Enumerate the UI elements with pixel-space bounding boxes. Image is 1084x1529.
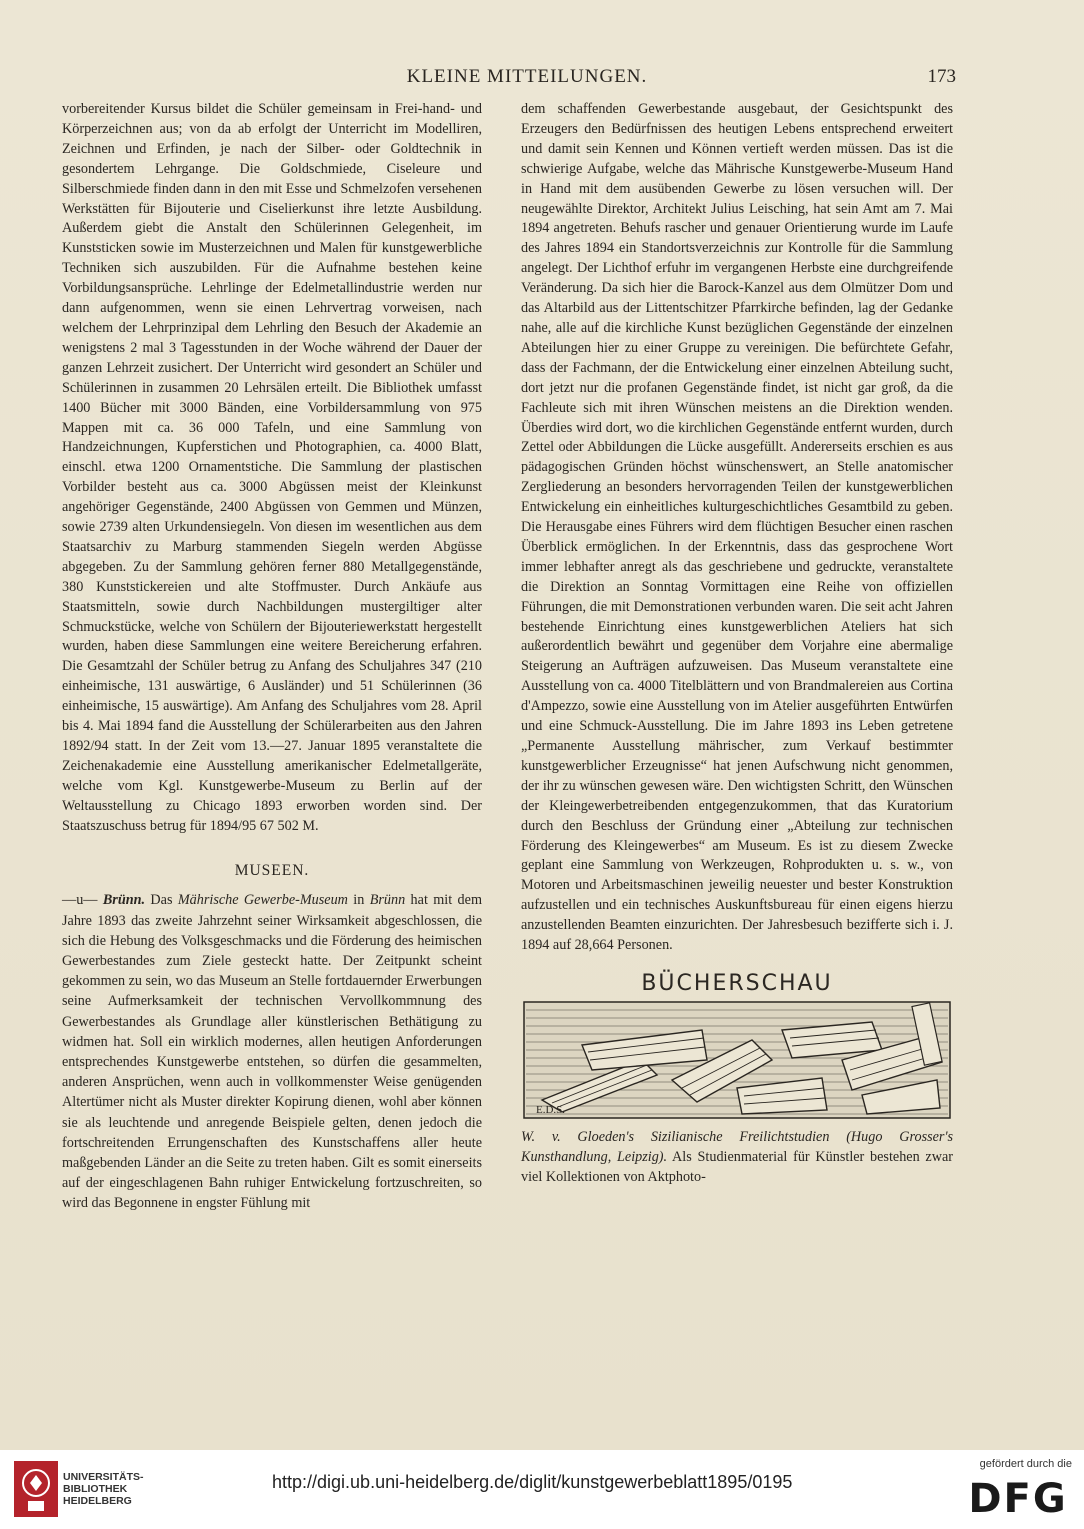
dfg-logo-icon (966, 1476, 1070, 1518)
sponsor-caption: gefördert durch die (979, 1458, 1072, 1470)
library-name-line: HEIDELBERG (63, 1495, 132, 1507)
review-title: W. v. Gloeden's Sizilianische Freilichtstudien (Hugo Grosser's Kunsthandlung, Leipzig). (521, 1128, 953, 1165)
section-heading-museen: MUSEEN. (234, 861, 310, 879)
text-fragment: hat mit dem Jahre 1893 das zweite Jahrzehnt seiner Wirksamkeit abgeschlossen, die sich die Hebung des Volksgeschmacks und die Förderung des heimischen Gewerbestandes zum Ziele gesteckt hatte. Der Zeitpunkt scheint gekommen zu sein, wo das Museum an Stelle fortdauernder Erwerbungen seine Aufmerksamkeit der technischen Vervollkommnung des Gewerbestandes als Grundlage aller künstlerischen Bethätigung zu widmen hat. Soll ein wirklich modernes, allen heutigen Anforderungen entsprechendes Kunstgewerbe entstehen, so dürfen die gesammelten, anderen Ansprüchen, wenn auch in vollkommenster Weise genügenden Altertümer nicht als Muster direkter Kopirung dienen, wohl aber können sie als leuchtende und anregende Beispiele gelten, denen jedoch die fortschreitenden Errungenschaften des Kunstschaffens aller heute maßgebenden Länder an die Seite zu treten haben. Gilt es somit einerseits auf der eingeschlagenen Bahn ruhiger Entwickelung fortzuschreiten, so wird das Begonnene in engster Fühlung mit (62, 892, 482, 1212)
author-mark: —u— (62, 892, 103, 909)
right-column (521, 100, 953, 1188)
library-name-line: UNIVERSITÄTS- (63, 1471, 144, 1483)
review-text: Als Studienmaterial für Künstler bestehen zwar viel Kollektionen von Aktphoto- (521, 1148, 954, 1185)
text-fragment: in (347, 892, 370, 909)
library-name (63, 1471, 144, 1507)
city-name: Brünn (369, 892, 406, 909)
library-name-line: BIBLIOTHEK (63, 1483, 128, 1495)
banner-signature: E.D.S. (536, 1103, 566, 1116)
page-number: 173 (927, 66, 956, 87)
dfg-logo-text: DFG (968, 1476, 1068, 1518)
buecherschau-banner (522, 970, 952, 1120)
banner-title: BÜCHERSCHAU (641, 970, 833, 996)
city-run-in: Brünn. (102, 892, 146, 909)
running-title: KLEINE MITTEILUNGEN. (406, 66, 648, 87)
books-illustration (522, 1000, 952, 1120)
university-seal-icon (14, 1461, 58, 1517)
left-column (62, 100, 482, 1214)
book-review-paragraph (521, 1128, 953, 1188)
museum-name: Mährische Gewerbe-Museum (177, 892, 348, 909)
permalink[interactable]: http://digi.ub.uni-heidelberg.de/diglit/kunstgewerbeblatt1895/0195 (272, 1472, 793, 1492)
text-fragment: Das (145, 892, 178, 909)
digitization-footer (0, 1450, 1084, 1529)
body-paragraph-bruenn (62, 890, 482, 1213)
running-head (62, 66, 956, 92)
body-paragraph-academy: vorbereitender Kursus bildet die Schüler gemeinsam in Frei-hand- und Körperzeichnen aus; von da ab erfolgt der Unterricht im Modelliren, Zeichnen und Erfinden, je nach der Silber- oder Goldtechnik in gesondertem Lehrgange. Die Goldschmiede, Ciseleure und Silberschmiede finden dann in den mit Esse und Schmelzofen versehenen Werkstätten für Bijouterie und Ciselierkunst ihre letzte Ausbildung. Außerdem giebt die Anstalt den Schülerinnen Gelegenheit, im Kunststicken sowie im Musterzeichnen und Malen für kunstgewerbliche Techniken sich auszubilden. Für die Aufnahme bestehen keine Vorbildungsansprüche. Lehrlinge der Edelmetallindustrie werden nur dann aufgenommen, wenn sie einen Lehrvertrag vorweisen, nach welchem der Lehrprinzipal dem Lehrling den Besuch der Akademie an wenigstens 2 mal 3 Tagesstunden in der Woche während der Dauer der ganzen Lehrzeit zusichert. Der Unterricht wird gesondert an Schüler und Schülerinnen in zusammen 20 Lehrsälen erteilt. Die Bibliothek umfasst 1400 Bücher mit 3000 Bänden, eine Vorbildersammlung von 975 Mappen mit ca. 36 000 Tafeln, und eine Sammlung von Handzeichnungen, Kupferstichen und Photographien, ca. 4000 Blatt, einschl. etwa 1200 Ornamentstiche. Die Sammlung der plastischen Vorbilder besteht aus ca. 3000 Abgüssen meist der Kleinkunst angehöriger Gegenstände, 2400 Abgüssen von Gemmen und Münzen, sowie 2739 alten Urkundensiegeln. Von diesen im wesentlichen aus dem Staatsarchiv zu Marburg stammenden Siegeln werden Abgüsse abgegeben. Zu der Sammlung gehören ferner 880 Metallgegenstände, 380 Kunststickereien und alte Stoffmuster. Durch Ankäufe aus Staatsmitteln, sowie durch Nachbildungen mustergiltiger alter Schmuckstücke, welche von Schülern der Bijouteriewerkstatt hergestellt wurden, haben diese Sammlungen eine weitere Bereicherung erfahren. Die Gesamtzahl der Schüler betrug zu Anfang des Schuljahres 347 (210 einheimische, 131 auswärtige, 6 Ausländer) und 51 Schülerinnen (36 einheimische, 15 auswärtige). Am Anfang des Schuljahres vom 28. April bis 4. Mai 1894 fand die Ausstellung der Schülerarbeiten aus den Jahren 1892/94 statt. In der Zeit vom 13.—27. Januar 1895 veranstaltete die Zeichenakademie eine Ausstellung amerikanischer Edelmetallgeräte, welche vom Kgl. Kunstgewerbe-Museum zu Berlin auf der Weltausstellung zu Chicago 1893 erworben worden sind. Der Staatszuschuss betrug für 1894/95 67 502 M. (62, 101, 482, 834)
body-paragraph-museum-continued: dem schaffenden Gewerbestande ausgebaut, der Gesichtspunkt des Erzeugers den Bedürfnissen des heutigen Lebens entsprechend erweitert und damit sein Kennen und Können vertieft werden müssen. Das ist die schwierige Aufgabe, welche das Mährische Kunstgewerbe-Museum Hand in Hand mit dem ausübenden Gewerbe zu lösen versuchen will. Der neugewählte Direktor, Architekt Julius Leisching, hat sein Amt am 7. Mai 1894 angetreten. Behufs rascher und genauer Orientierung wurde im Laufe des Jahres 1894 ein Standortsverzeichnis zur Kontrolle für die Sammlung angelegt. Der Lichthof erfuhr im vergangenen Herbste eine durchgreifende Veränderung. Da sich hier die Barock-Kanzel aus dem Olmützer Dom und das Altarbild aus der Littentschitzer Pfarrkirche befinden, lag der Gedanke nahe, alle auf die kirchliche Kunst bezüglichen Gegenstände der einzelnen Abteilungen hier zu einer Gruppe zu vereinigen. Die befürchtete Gefahr, dass der Fachmann, der die Entwickelung einer einzelnen Abteilung sucht, dort jetzt nur die profanen Gegenstände findet, ist nicht gar groß, da die Fachleute sich mit ihren Wünschen meistens an die Direktion wenden. Überdies wird dort, wo die kirchlichen Gegenstände entfernt wurden, durch Zettel oder Abbildungen die Lücke ausgefüllt. Andererseits erschien es aus pädagogischen Gründen höchst wünschenswert, an Stelle anatomischer Zergliederung an besonders hervorragenden Teilen der kunstgewerblichen Entwickelung ein einheitliches kulturgeschichtliches Gesamtbild zu geben. Die Herausgabe eines Führers wird dem flüchtigen Besucher einen raschen Überblick ermöglichen. In der Erkenntnis, dass das gesprochene Wort immer lebhafter anregt als das geschriebene und gedruckte, veranstaltete die Direktion an Sonntag Vormittagen eine Reihe von offiziellen Führungen, die mit Demonstrationen verbunden waren. Die seit acht Jahren bestehende Einrichtung eines kunstgewerblichen Ateliers hat sich außerordentlich bewährt und gegenüber dem Vorjahre eine abermalige Steigerung an Aufträgen aufzuweisen. Das Museum veranstaltete eine Ausstellung von ca. 4000 Titelblättern und von Brandmalereien aus Cortina d'Ampezzo, sowie eine Ausstellung von im Atelier ausgeführten Entwürfen und eine Schmuck-Ausstellung. Die im Jahre 1893 ins Leben getretene „Permanente Ausstellung mährischer, zum Verkauf bestimmter kunstgewerblicher Erzeugnisse“ hat jenen Aufschwung nicht genommen, der ihr zu wünschen gewesen wäre. Den wichtigsten Schritt, den Wünschen der Kleingewerbetreibenden entgegenzukommen, that das Kuratorium durch den Beschluss der Gründung einer „Abteilung zur technischen Förderung des Kleingewerbes“ am Museum. Es ist zu diesem Zwecke geplant eine Sammlung von Werkzeugen, Rohprodukten u. s. w., von Motoren und Arbeitsmaschinen jeweilig neuester und bester Konstruktion aufzustellen und ein technisches Auskunftsbureau für einen eigens hierzu anzustellenden Beamten einzurichten. Der Jahresbesuch bezifferte sich i. J. 1894 auf 28,664 Personen. (521, 101, 953, 954)
